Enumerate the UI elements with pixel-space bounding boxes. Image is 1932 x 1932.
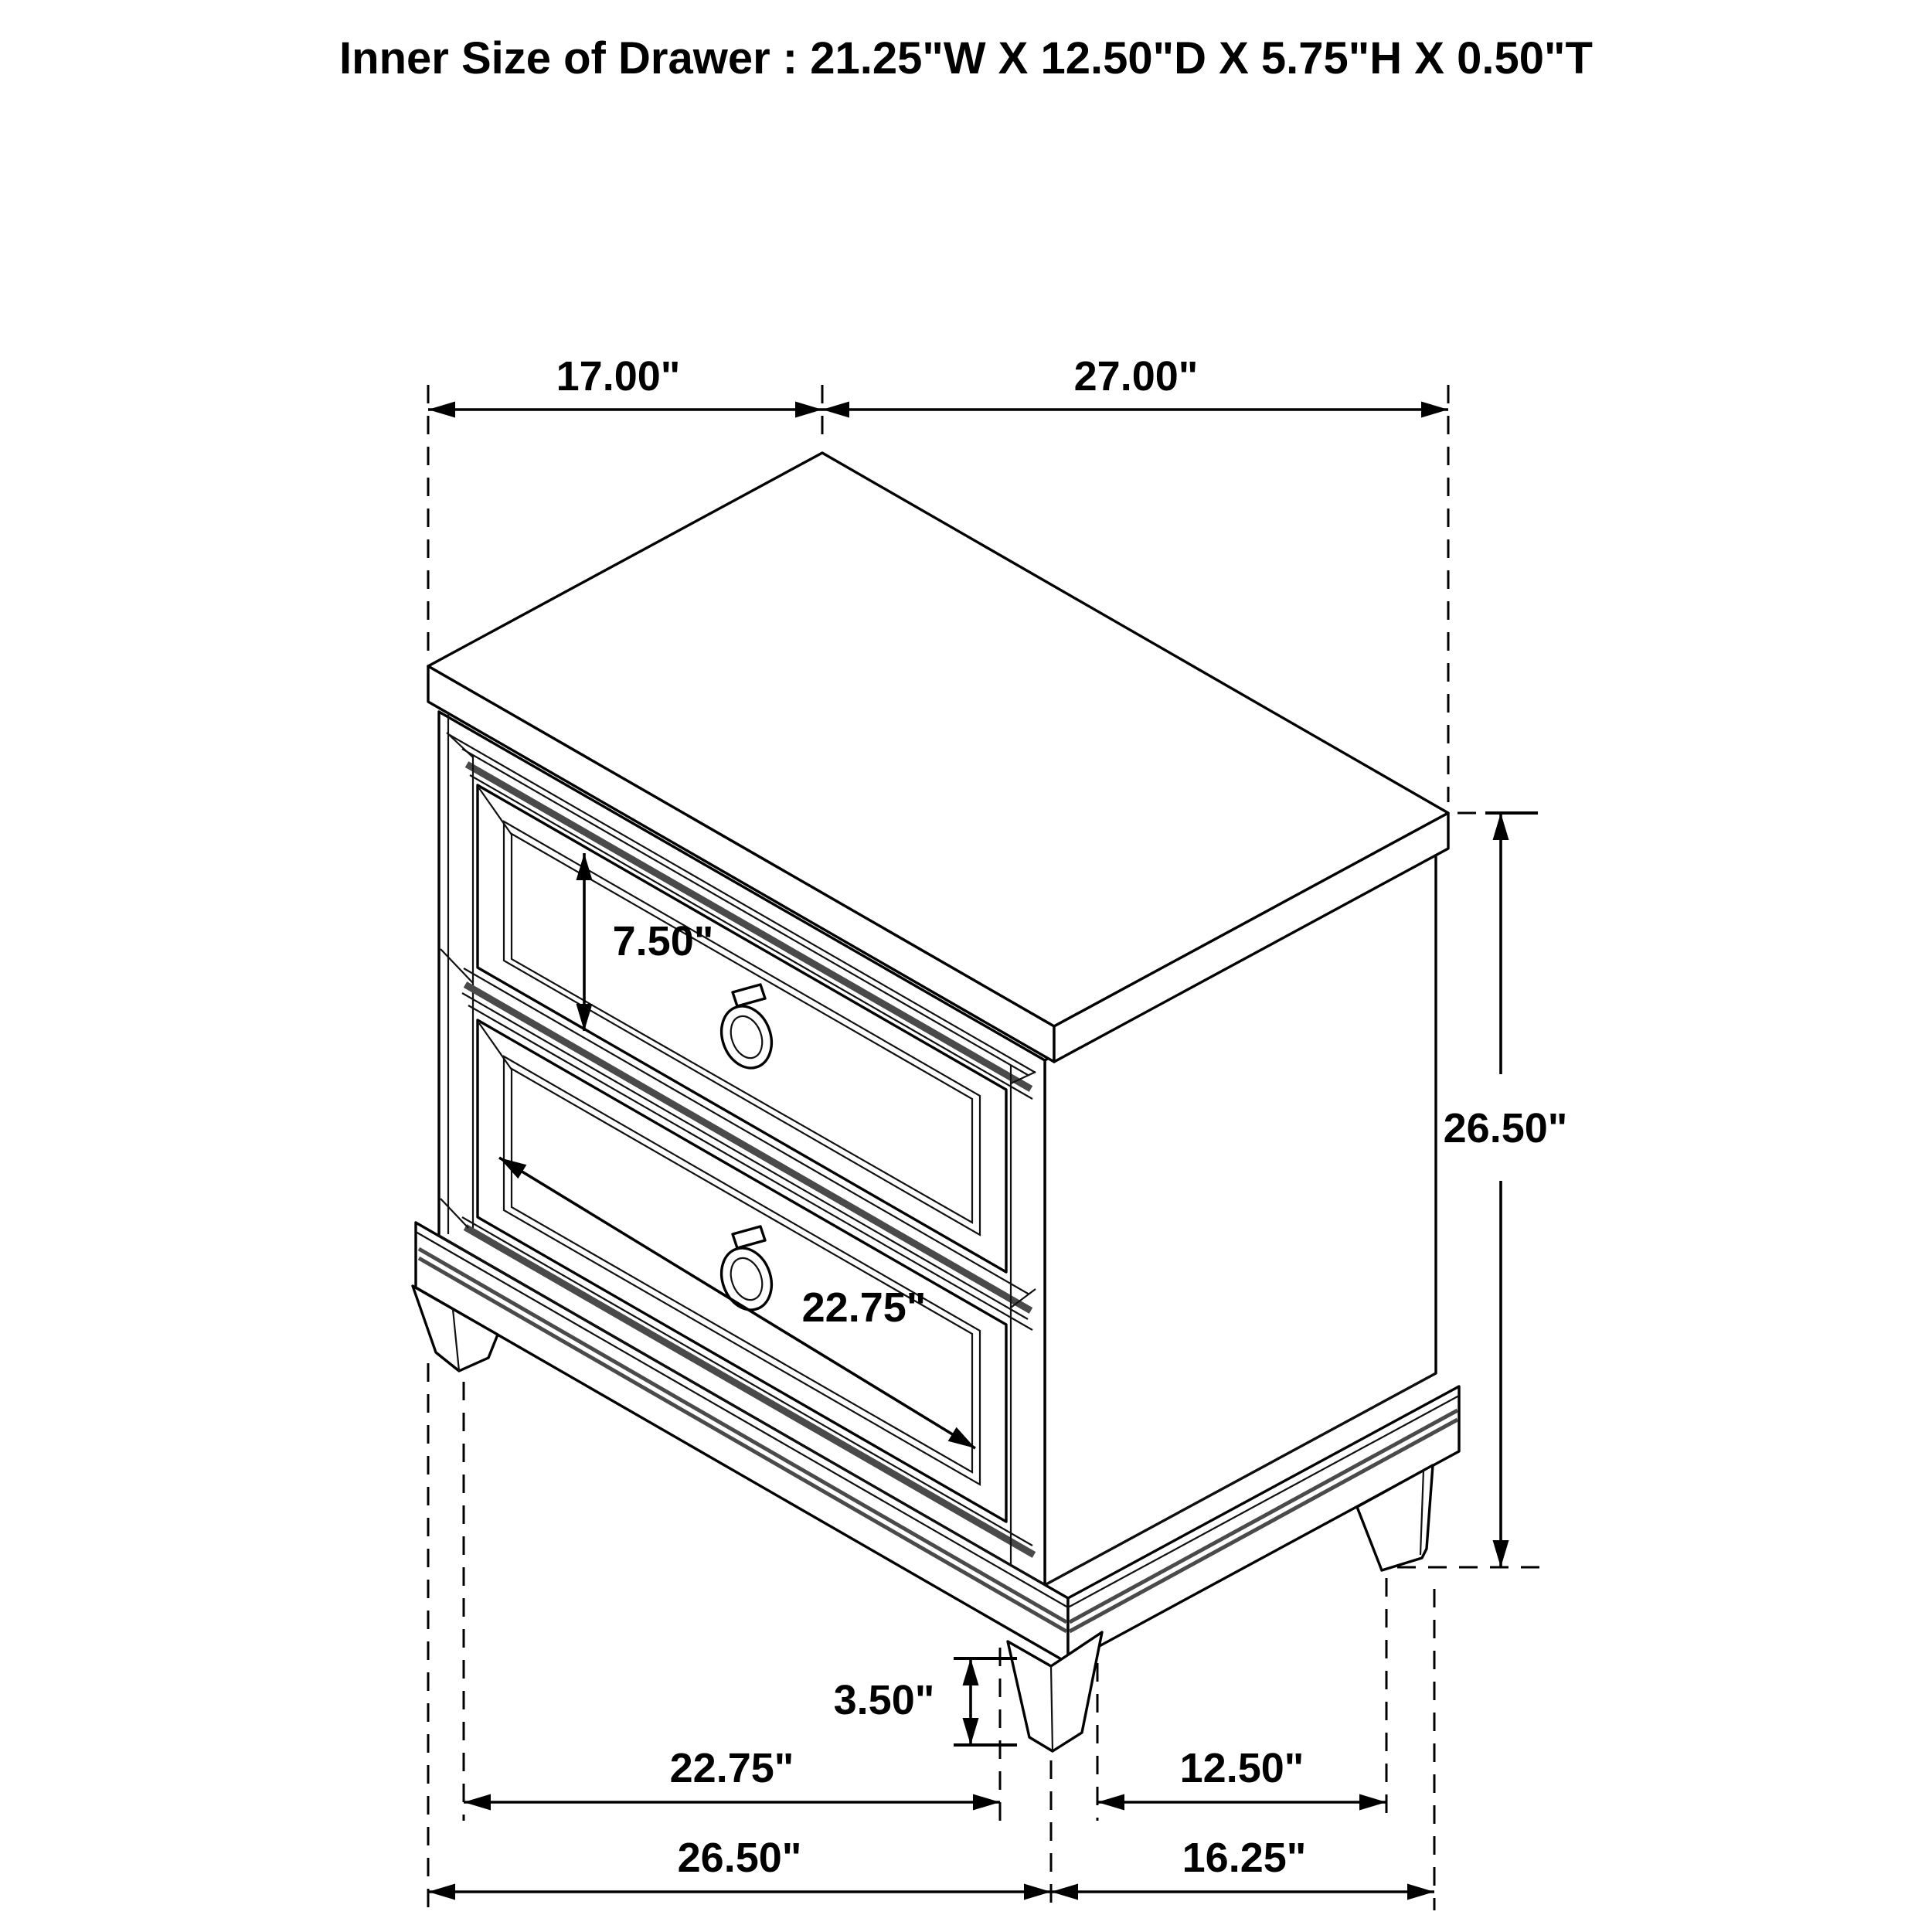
- dim-front-outer-width: [428, 1835, 1051, 1892]
- dim-label-side-outer-depth: 16.25": [1182, 1835, 1307, 1881]
- dim-label-side-inner-depth: 12.50": [1179, 1745, 1304, 1791]
- drawing-title: Inner Size of Drawer : 21.25"W X 12.50"D X 5.75"H X 0.50"T: [339, 33, 1593, 83]
- dim-label-overall-height: 26.50": [1443, 1105, 1568, 1151]
- dim-front-inner-width: [464, 1745, 1000, 1802]
- dim-label-top-depth: 17.00": [556, 353, 681, 400]
- nightstand-body: [413, 453, 1459, 1751]
- dim-label-drawer-width: 22.75": [801, 1284, 927, 1331]
- dim-label-front-inner-width: 22.75": [669, 1745, 794, 1791]
- dim-top-width: [822, 353, 1448, 410]
- dim-side-outer-depth: [1051, 1835, 1434, 1892]
- dim-label-drawer-height: 7.50": [612, 918, 714, 964]
- dim-side-inner-depth: [1097, 1745, 1386, 1802]
- dim-leg-height: [834, 1658, 1017, 1745]
- dim-label-front-outer-width: 26.50": [677, 1835, 802, 1881]
- dim-label-top-width: 27.00": [1073, 353, 1199, 400]
- dim-top-depth: [428, 353, 822, 410]
- dim-label-leg-height: 3.50": [833, 1677, 935, 1723]
